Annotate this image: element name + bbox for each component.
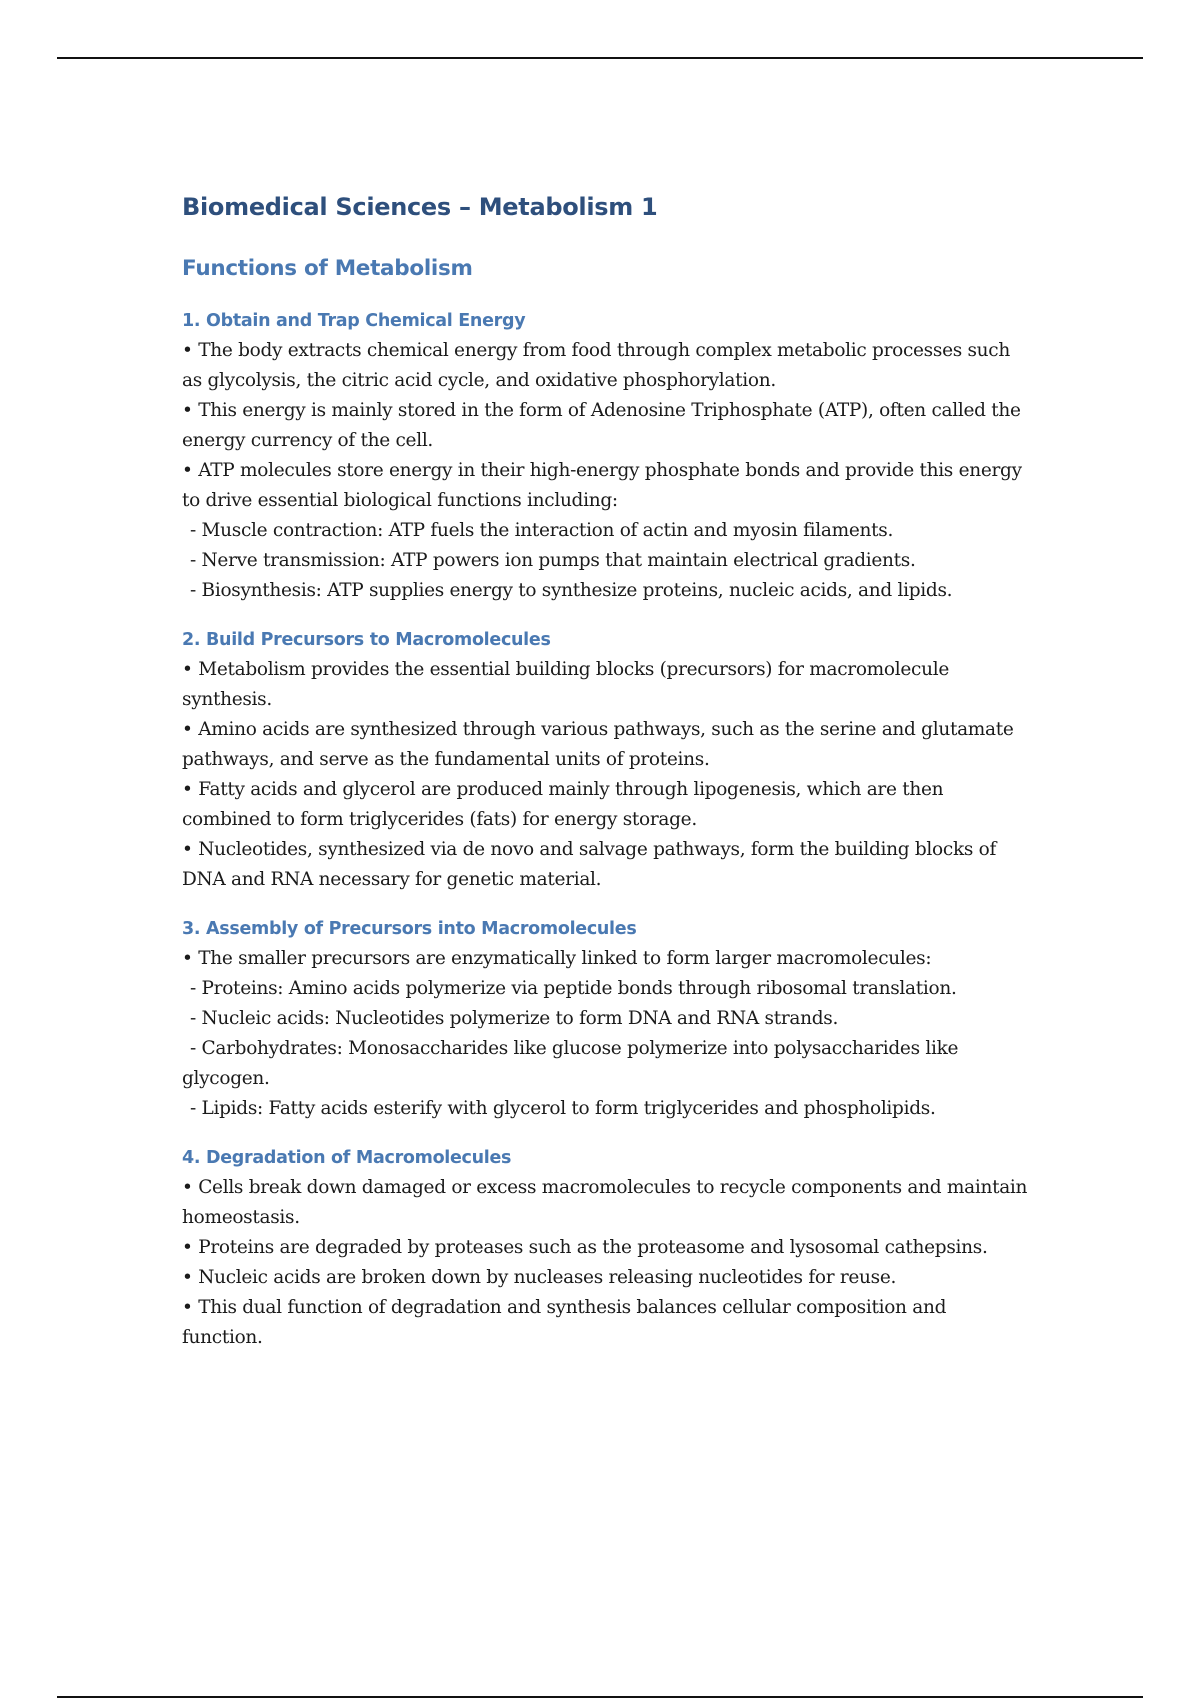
section-obtain-energy xyxy=(182,306,1062,606)
text-line: • Nucleotides, synthesized via de novo and salvage pathways, form the building blocks of xyxy=(182,839,997,860)
text-line: • Metabolism provides the essential building blocks (precursors) for macromolecule xyxy=(182,659,949,680)
section-heading: 3. Assembly of Precursors into Macromolecules xyxy=(182,919,637,939)
page-content xyxy=(182,190,1062,1372)
sub-item: - Nerve transmission: ATP powers ion pumps that maintain electrical gradients. xyxy=(190,550,916,571)
text-line: homeostasis. xyxy=(182,1207,300,1228)
sub-item: - Muscle contraction: ATP fuels the interaction of actin and myosin filaments. xyxy=(190,520,894,541)
text-line: synthesis. xyxy=(182,689,272,710)
text-line: • ATP molecules store energy in their high-energy phosphate bonds and provide this energy xyxy=(182,460,1022,481)
text-line: • This dual function of degradation and synthesis balances cellular composition and xyxy=(182,1297,947,1318)
text-line: energy currency of the cell. xyxy=(182,430,434,451)
section-build-precursors xyxy=(182,625,1062,895)
document-subtitle: Functions of Metabolism xyxy=(182,256,473,281)
text-line: glycogen. xyxy=(182,1068,270,1089)
text-line: • Nucleic acids are broken down by nucleases releasing nucleotides for reuse. xyxy=(182,1267,897,1288)
sub-item: - Nucleic acids: Nucleotides polymerize to form DNA and RNA strands. xyxy=(190,1008,839,1029)
sub-item: - Biosynthesis: ATP supplies energy to synthesize proteins, nucleic acids, and lipids. xyxy=(190,580,953,601)
section-assembly xyxy=(182,914,1062,1124)
sub-item: - Proteins: Amino acids polymerize via peptide bonds through ribosomal translation. xyxy=(190,978,957,999)
section-degradation xyxy=(182,1143,1062,1353)
text-line: function. xyxy=(182,1327,263,1348)
text-line: • The smaller precursors are enzymatically linked to form larger macromolecules: xyxy=(182,948,932,969)
text-line: to drive essential biological functions including: xyxy=(182,490,618,511)
text-line: • Amino acids are synthesized through various pathways, such as the serine and glutamate xyxy=(182,719,1014,740)
document-title: Biomedical Sciences – Metabolism 1 xyxy=(182,193,658,221)
text-line: • Fatty acids and glycerol are produced mainly through lipogenesis, which are then xyxy=(182,779,944,800)
text-line: as glycolysis, the citric acid cycle, and oxidative phosphorylation. xyxy=(182,370,776,391)
text-line: DNA and RNA necessary for genetic material. xyxy=(182,869,602,890)
sub-item: - Lipids: Fatty acids esterify with glycerol to form triglycerides and phospholipids. xyxy=(190,1098,936,1119)
header-rule xyxy=(57,57,1143,59)
text-line: • The body extracts chemical energy from food through complex metabolic processes such xyxy=(182,340,1010,361)
section-heading: 2. Build Precursors to Macromolecules xyxy=(182,630,551,650)
text-line: combined to form triglycerides (fats) for energy storage. xyxy=(182,809,697,830)
sub-item: - Carbohydrates: Monosaccharides like glucose polymerize into polysaccharides like xyxy=(190,1038,959,1059)
text-line: • Cells break down damaged or excess macromolecules to recycle components and maintain xyxy=(182,1177,1028,1198)
section-heading: 1. Obtain and Trap Chemical Energy xyxy=(182,311,526,331)
text-line: pathways, and serve as the fundamental units of proteins. xyxy=(182,749,710,770)
footer-rule xyxy=(57,1696,1143,1698)
text-line: • Proteins are degraded by proteases such as the proteasome and lysosomal cathepsins. xyxy=(182,1237,988,1258)
text-line: • This energy is mainly stored in the form of Adenosine Triphosphate (ATP), often called the xyxy=(182,400,1021,421)
section-heading: 4. Degradation of Macromolecules xyxy=(182,1148,512,1168)
